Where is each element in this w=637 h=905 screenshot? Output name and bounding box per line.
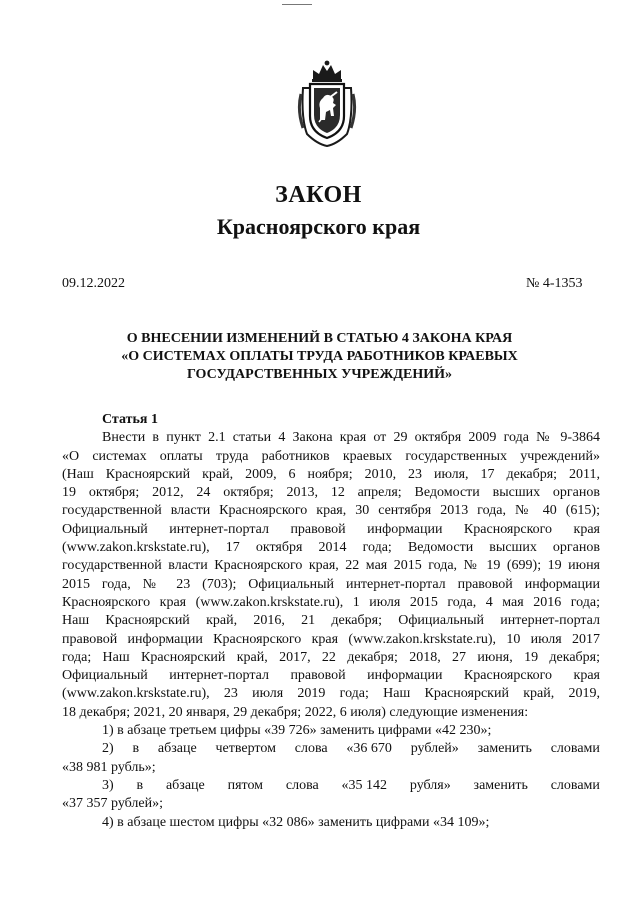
article-text-line: «О системах оплаты труда работников краевых государственных учреждений» <box>62 448 600 464</box>
amendment-word: 3) <box>102 777 114 793</box>
article-text-line: правовой информации Красноярского края (www.zakon.krskstate.ru), 10 июля 2017 <box>62 631 600 647</box>
amendment-item-4: 4) в абзаце шестом цифры «32 086» заменить цифрами «34 109»; <box>102 814 490 830</box>
amendment-word: рублей» <box>410 741 459 757</box>
amendment-word: абзаце <box>165 777 205 793</box>
law-title-line: «О СИСТЕМАХ ОПЛАТЫ ТРУДА РАБОТНИКОВ КРАЕВЫХ <box>121 349 518 364</box>
law-title-line: ГОСУДАРСТВЕННЫХ УЧРЕЖДЕНИЙ» <box>186 367 453 382</box>
amendment-word: «35 142 <box>341 777 388 793</box>
article-heading: Статья 1 <box>102 412 158 427</box>
article-text-line: Наш Красноярский край, 2016, 21 декабря; Официальный интернет-портал <box>62 613 600 629</box>
article-text-line: Официальный интернет-портал правовой информации Красноярского края <box>62 521 600 537</box>
amendment-word: четвертом <box>215 741 276 757</box>
amendment-word: слова <box>294 741 328 757</box>
amendment-word: рубля» <box>409 777 451 793</box>
article-text-line: государственной власти Красноярского края, 22 мая 2015 года, № 19 (699); 19 июня <box>62 558 600 574</box>
amendment-word: слова <box>285 777 319 793</box>
document-date: 09.12.2022 <box>62 276 125 291</box>
article-text-line: Внести в пункт 2.1 статьи 4 Закона края от 29 октября 2009 года № 9-3864 <box>102 430 600 446</box>
amendment-item-1: 1) в абзаце третьем цифры «39 726» заменить цифрами «42 230»; <box>102 723 492 739</box>
amendment-item-2 <box>62 740 600 758</box>
amendment-word: в <box>132 741 140 757</box>
coat-of-arms-emblem <box>293 58 361 148</box>
issuing-region-heading: Красноярского края <box>216 214 421 239</box>
article-text-line: 18 декабря; 2021, 20 января, 29 декабря; 2022, 6 июля) следующие изменения: <box>62 704 529 720</box>
amendment-word: 2) <box>102 741 114 757</box>
article-text-line: Официальный интернет-портал правовой информации Красноярского края <box>62 668 600 684</box>
law-body <box>62 411 600 832</box>
amendment-word: словами <box>550 777 600 793</box>
law-title <box>62 330 577 384</box>
article-text-line: 2015 года, № 23 (703); Официальный интернет-портал правовой информации <box>62 576 600 592</box>
article-text-line: Красноярского края (www.zakon.krskstate.ru), 1 июля 2015 года, 4 мая 2016 года; <box>62 594 600 610</box>
document-type-heading: ЗАКОН <box>275 182 362 208</box>
amendment-item-2-tail: «38 981 рубль»; <box>62 759 156 775</box>
amendment-word: заменить <box>477 741 532 757</box>
amendment-word: «36 670 <box>346 741 392 757</box>
amendment-word: словами <box>550 741 600 757</box>
law-title-line: О ВНЕСЕНИИ ИЗМЕНЕНИЙ В СТАТЬЮ 4 ЗАКОНА КРАЯ <box>126 331 513 346</box>
article-text-line: (www.zakon.krskstate.ru), 17 октября 2014 года; Ведомости высших органов <box>62 540 600 556</box>
article-text-line: государственной власти Красноярского края, 30 сентября 2013 года, № 40 (615); <box>62 503 600 519</box>
document-number: № 4-1353 <box>526 276 583 291</box>
amendment-word: абзаце <box>157 741 197 757</box>
amendment-item-3-tail: «37 357 рублей»; <box>62 796 163 812</box>
amendment-word: в <box>136 777 144 793</box>
article-text-line: 19 октября; 2012, 24 октября; 2013, 12 апреля; Ведомости высших органов <box>62 485 600 501</box>
top-line-mark <box>282 4 312 5</box>
article-text-line: (Наш Красноярский край, 2009, 6 ноября; 2010, 23 июля, 17 декабря; 2011, <box>62 466 600 482</box>
article-text-line: (www.zakon.krskstate.ru), 23 июля 2019 года; Наш Красноярский край, 2019, <box>62 686 600 702</box>
amendment-word: заменить <box>473 777 528 793</box>
article-text-line: года; Наш Красноярский край, 2017, 22 декабря; 2018, 27 июня, 19 декабря; <box>62 649 600 665</box>
amendment-word: пятом <box>227 777 264 793</box>
amendment-item-3 <box>62 777 600 795</box>
